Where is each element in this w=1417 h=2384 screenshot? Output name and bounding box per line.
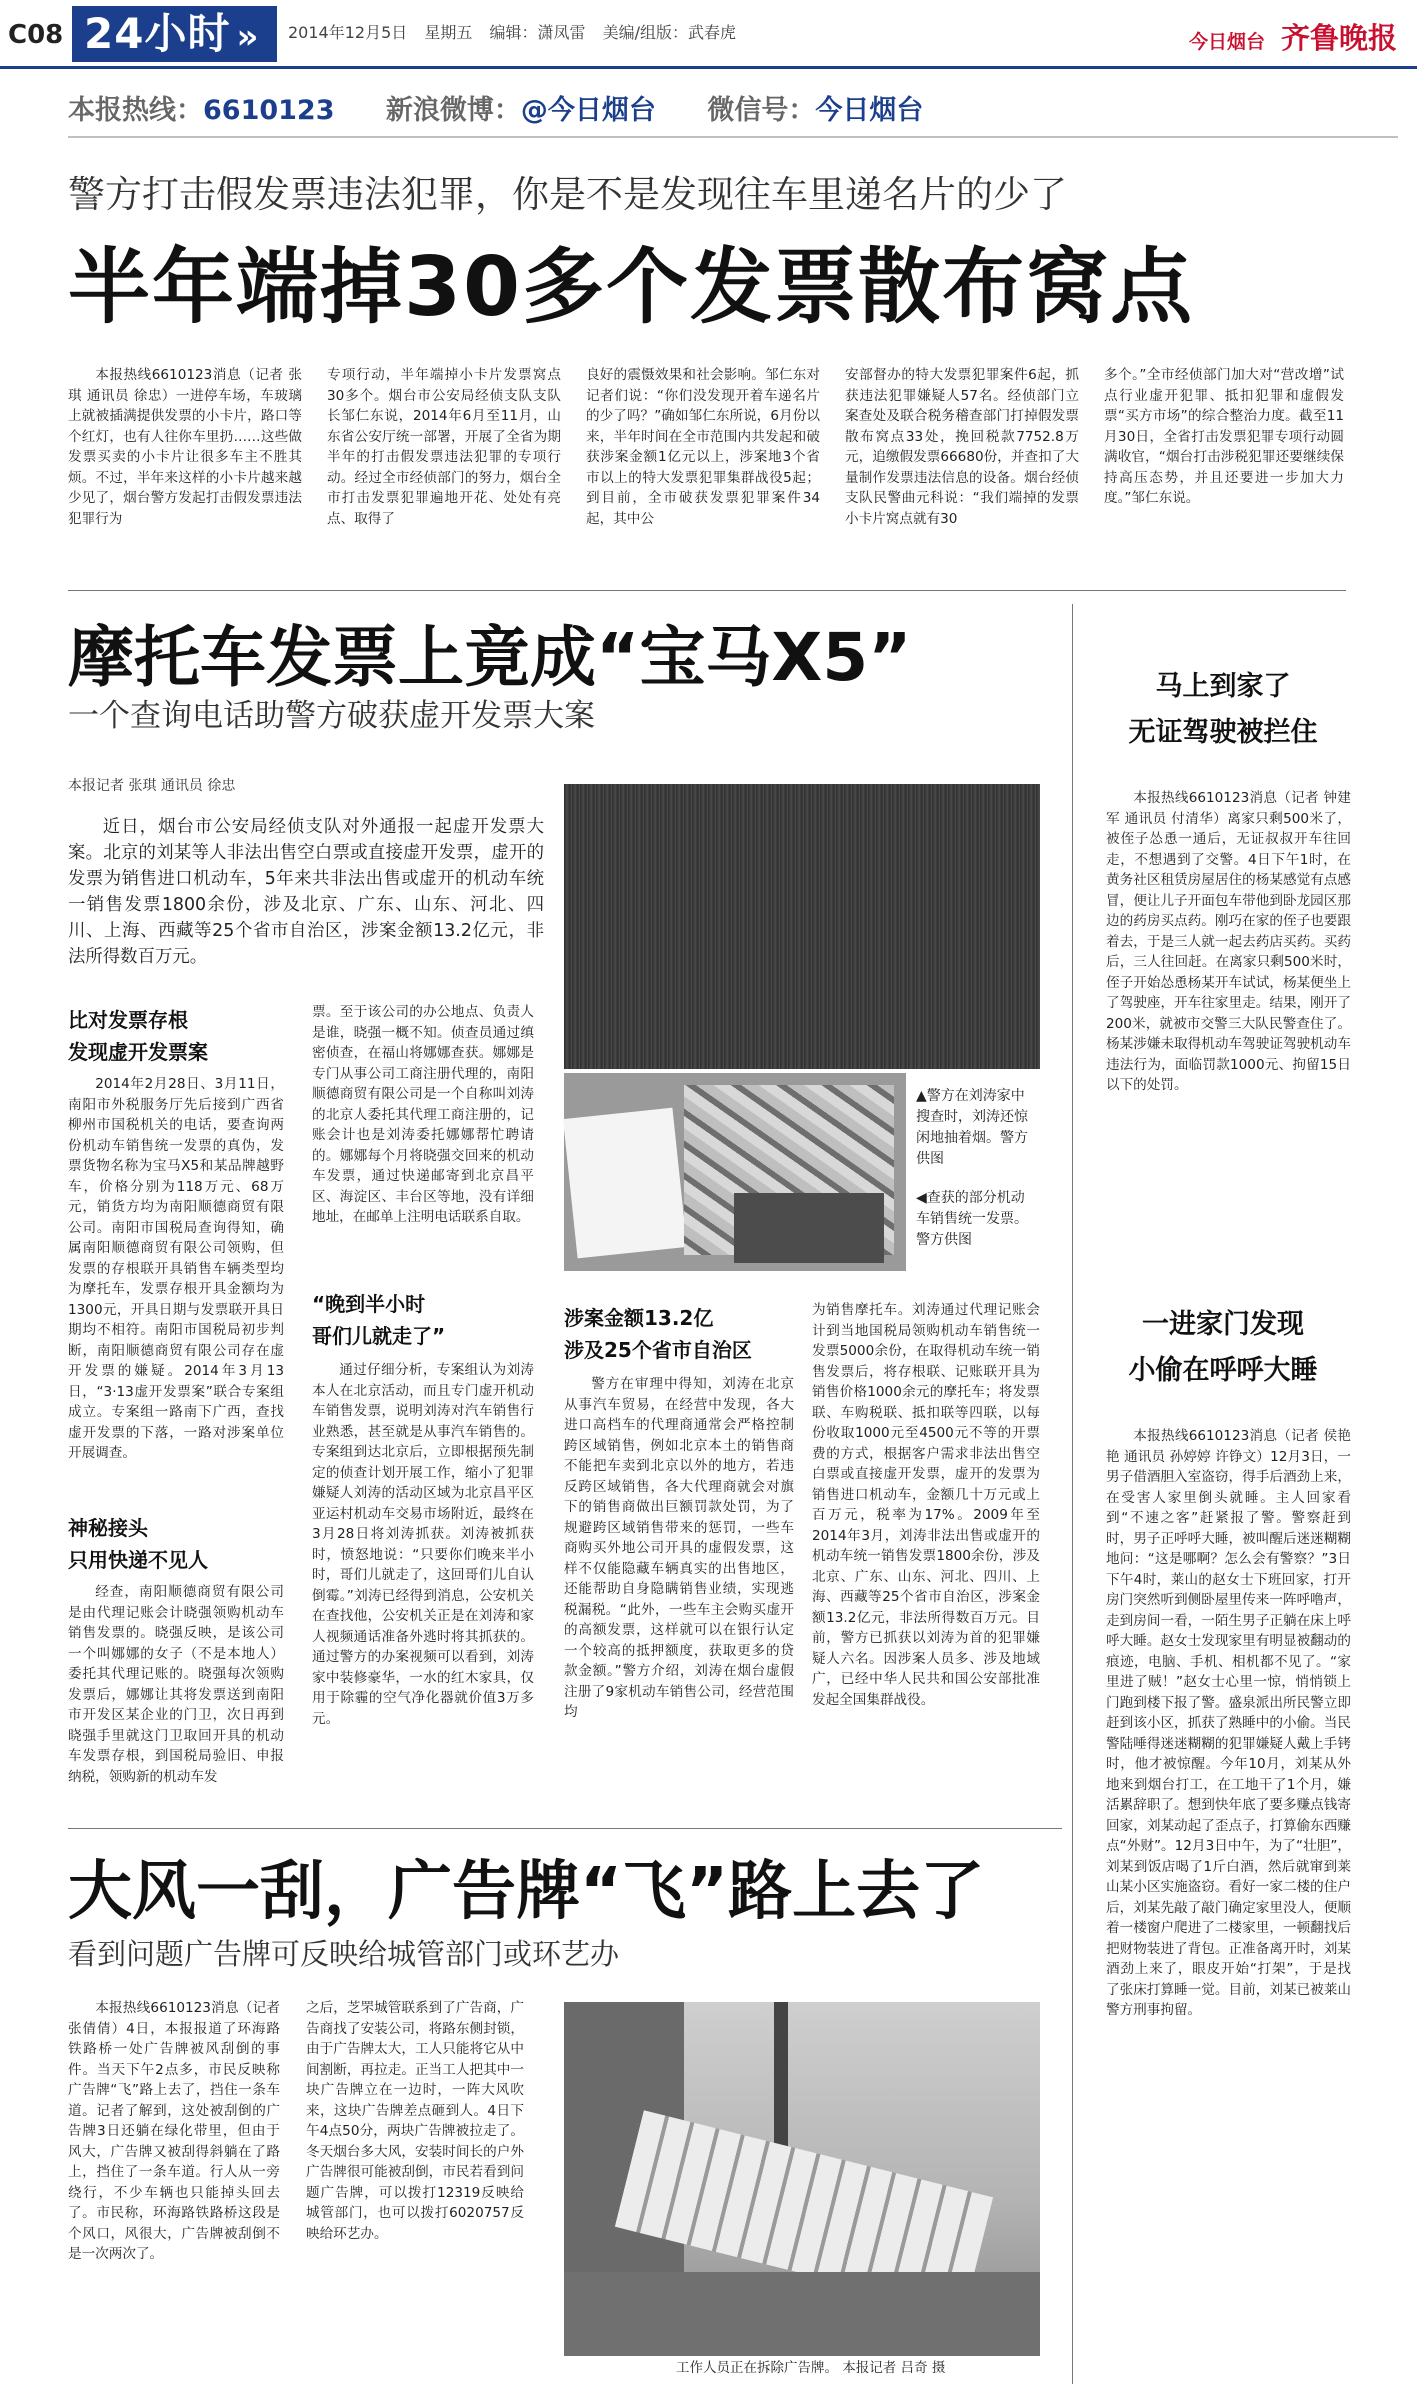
story2-sub1-line1: 比对发票存根 [68,1008,188,1032]
side1-headline [1082,664,1364,756]
section-badge [72,6,277,62]
story2-col1a-text: 2014年2月28日、3月11日，南阳市外税服务厅先后接到广西省柳州市国税机关的电话，要查询两份机动车销售统一发票的真伪，发票货物名称为宝马X5和某品牌越野车，价格分别为118万元、68万元，销货方均为南阳顺德商贸有限公司。南阳市国税局查询得知，确属南阳顺德商贸有限公司领购，但发票的存根联开具销售车辆类型均为摩托车，发票存根开具金额均为1300元，开具日期与发票联开具日期均不相符。南阳市国税局初步判断，南阳顺德商贸有限公司存在虚开发票的嫌疑。2014年3月13日，“3·13虚开发票案”联合专案组成立。专案组一路南下广西，查找虚开发票的下落，一路对涉案单位开展调查。 [68,1076,284,1461]
story2-col3 [564,1374,794,1723]
story3-col2 [306,1998,524,2244]
wechat-handle: 今日烟台 [815,95,924,126]
wechat-label: 微信号： [707,95,816,126]
story2-lead [68,814,544,970]
story2-col4 [812,1300,1040,1710]
header-divider [0,66,1417,69]
edition-name: 今日烟台 [1188,31,1265,53]
story2-sub4-line1: 涉案金额13.2亿 [564,1306,714,1330]
story1-col3 [586,365,820,529]
story2-sub2 [68,1512,284,1576]
side1-head-line1: 马上到家了 [1155,671,1291,702]
story1-col5-text: 多个。”全市经侦部门加大对“营改增”试点行业虚开犯罪、抵扣犯罪和虚假发票“买方市场”的综合整治力度。截至11月30日，全省打击发票犯罪专项行动圆满收官，“烟台打击涉税犯罪还要继续保持高压态势，并且还要进一步加大力度。”邹仁东说。 [1104,367,1344,506]
editor-credit: 编辑：潇凤雷 [489,23,586,42]
page-number: C08 [8,20,64,50]
issue-meta [288,20,748,43]
photo1-caption: ▲警方在刘涛家中搜查时，刘涛还惊闲地抽着烟。警方供图 [916,1088,1028,1167]
story2-sub3-line1: “晚到半小时 [312,1292,426,1316]
photo2-caption: ◀查获的部分机动车销售统一发票。警方供图 [916,1190,1028,1248]
weibo-handle: @今日烟台 [520,95,656,126]
side2-body [1106,1426,1351,2021]
story2-col1b [68,1582,284,1787]
story1-col1-text: 本报热线6610123消息（记者 张琪 通讯员 徐忠）一进停车场，车玻璃上就被插满提供发票的小卡片，路口等个红灯，也有人往你车里扔……这些做发票买卖的小卡片让很多车主不胜其烦。不过，半年来这样的小卡片越来越少见了，烟台警方发起打击假发票违法犯罪行为 [68,367,302,527]
hotline-label: 本报热线： [68,95,203,126]
edition-label [1189,16,1397,57]
billboard-photo [564,2002,1040,2356]
story2-col4-text: 为销售摩托车。刘涛通过代理记账会计到当地国税局领购机动车销售统一发票5000余份，在取得机动车统一销售发票后，将存根联、记账联开具为销售价格1000余元的摩托车；将发票联、车购税联、抵扣联等四联，以每份收取1000元至4500元不等的开票费的方式，根据客户需求非法出售空白票或直接虚开发票，虚开的发票为销售进口机动车，金额几十万元或上百万元，税率为17%。2009年至2014年3月，刘涛非法出售或虚开的机动车统一销售发票1800余份，涉及北京、广东、山东、河北、四川、上海、西藏等25个省市自治区，涉案金额13.2亿元，非法所得数百万元。目前，警方已抓获以刘涛为首的犯罪嫌疑人六名。因涉案人员多、涉及地域广，已经中华人民共和国公安部批准发起全国集群战役。 [812,1302,1040,1708]
story2-headline: 摩托车发票上竟成“宝马X5” [68,619,912,696]
side1-head-line2: 无证驾驶被拦住 [1128,717,1318,748]
invoices-photo [564,1073,906,1271]
story3-col2-text: 之后，芝罘城管联系到了广告商，广告商找了安装公司，将路东侧封锁，由于广告牌太大，工人只能将它从中间割断，再拉走。正当工人把其中一块广告牌立在一边时，一阵大风吹来，这块广告牌差点砸到人。4日下午4点50分，两块广告牌被拉走了。冬天烟台多大风，安装时间长的户外广告牌很可能被刮倒，市民若看到问题广告牌，可以拨打12319反映给城管部门，也可以拨打6020757反映给环艺办。 [306,2000,524,2242]
story1-col2 [327,365,561,529]
story2-byline: 本报记者 张琪 通讯员 徐忠 [68,778,236,794]
story2-sub1-line2: 发现虚开发票案 [68,1040,208,1064]
story2-sub2-line2: 只用快递不见人 [68,1548,208,1572]
story3-subhead: 看到问题广告牌可反映给城管部门或环艺办 [68,1937,620,1971]
weibo-label: 新浪微博： [385,95,521,126]
story1-col1 [68,365,302,529]
story2-col2a [312,1002,534,1228]
story1-col3-text: 良好的震慑效果和社会影响。邹仁东对记者们说：“你们没发现开着车递名片的少了吗？”确如邹仁东所说，6月份以来，半年时间在全市范围内共发起和破获涉案金额1亿元以上，涉案地3个省市以上的特大发票犯罪集群战役5起；到目前，全市破获发票犯罪案件34起，其中公 [586,367,820,527]
story3-col1-text: 本报热线6610123消息（记者 张倩倩）4日，本报报道了环海路铁路桥一处广告牌被风刮倒的事件。当天下午2点多，市民反映称广告牌“飞”路上去了，挡住一条车道。记者了解到，这处被刮倒的广告牌3日还躺在绿化带里，但由于风大，广告牌又被刮得斜躺在了路上，挡住了一条车道。行人从一旁绕行，不少车辆也只能掉头回去了。市民称，环海路铁路桥这段是个风口，风很大，广告牌被刮倒不是一次两次了。 [68,2000,280,2262]
story2-col3-text: 警方在审理中得知，刘涛在北京从事汽车贸易，在经营中发现，各大进口高档车的代理商通常会严格控制跨区域销售，例如北京本土的销售商不能把车卖到北京以外的地方，若违反跨区域销售，各大代理商就会对旗下的销售商做出巨额罚款处罚，为了规避跨区域销售带来的惩罚，一些车商购买外地公司开具的虚假发票，这样不仅能隐藏车辆真实的出售地区，还能帮助自身隐瞒销售业绩，实现逃税漏税。“此外，一些车主会购买虚开的高额发票，这样就可以在银行认定一个较高的抵押额度，获取更多的贷款金额。”警方介绍，刘涛在烟台虚假注册了9家机动车销售公司，经营范围均 [564,1376,794,1720]
hotline-divider [68,136,1398,138]
story2-sub3 [312,1288,534,1352]
story2-col2a-text: 票。至于该公司的办公地点、负责人是谁，晓强一概不知。侦查员通过缜密侦查，在福山将娜娜查获。娜娜是专门从事公司工商注册代理的，南阳顺德商贸有限公司是一个自称叫刘涛的北京人委托其代理工商注册的，记账会计也是刘涛委托娜娜帮忙聘请的。娜娜每个月将晓强交回来的机动车发票，通过快递邮寄到北京昌平区、海淀区、丰台区等地，没有详细地址，在邮单上注明电话联系自取。 [312,1004,534,1225]
hotline-number: 6610123 [203,95,335,126]
sidebar-divider [1072,604,1073,2384]
issue-date: 2014年12月5日 [288,23,408,42]
story1-col5 [1104,365,1344,509]
side1-body-text: 本报热线6610123消息（记者 钟建军 通讯员 付清华）离家只剩500米了，被侄子怂恿一通后，无证叔叔开车往回走，不想遇到了交警。4日下午1时，在黄务社区租赁房屋居住的杨某感觉有点感冒，便让儿子开面包车带他到卧龙园区那边的药房买点药。刚巧在家的侄子也要跟着去，于是三人就一起去药店买药。买药后，三人往回赶。在离家只剩500米时，侄子开始怂恿杨某开车试试，杨某便坐上了驾驶座，开车往家里走。结果，刚开了200米，就被市交警三大队民警查住了。杨某涉嫌未取得机动车驾驶证驾驶机动车违法行为，面临罚款1000元、拘留15日以下的处罚。 [1106,790,1351,1093]
story2-sub4 [564,1302,794,1366]
section-title: 24小时 [84,9,231,58]
story2-sub3-line2: 哥们儿就走了” [312,1324,446,1348]
hotline-bar [68,88,923,127]
story2-col2b [312,1360,534,1729]
suspect-photo [564,784,1040,1069]
story1-headline: 半年端掉30多个发票散布窝点 [68,240,1195,335]
billboard-caption: 工作人员正在拆除广告牌。 本报记者 吕奇 摄 [676,2360,946,2376]
story2-col2b-text: 通过仔细分析，专案组认为刘涛本人在北京活动，而且专门虚开机动车销售发票，说明刘涛对汽车销售行业熟悉，甚至就是从事汽车销售的。专案组到达北京后，立即根据预先制定的侦查计划开展工作，缩小了犯罪嫌疑人刘涛的活动区域为北京昌平区亚运村机动车交易市场附近，最终在3月28日将刘涛抓获。刘涛被抓获时，愤怒地说：“只要你们晚来半小时，哥们儿就走了，这回哥们儿自认倒霉。”刘涛已经得到消息，公安机关在查找他，公安机关正是在刘涛和家人视频通话准备外逃时将其抓获的。通过警方的办案视频可以看到，刘涛家中装修豪华，一水的红木家具，仅用于除霾的空气净化器就价值3万多元。 [312,1362,534,1727]
double-chevron-icon: » [236,17,260,57]
story2-col1a [68,1074,284,1464]
side1-body [1106,788,1351,1096]
issue-weekday: 星期五 [424,23,473,42]
story3-headline: 大风一刮，广告牌“飞”路上去了 [68,1855,985,1929]
story1-col2-text: 专项行动，半年端掉小卡片发票窝点30多个。烟台市公安局经侦支队支队长邹仁东说，2014年6月至11月，山东省公安厅统一部署，开展了全省为期半年的打击假发票违法犯罪的专项行动。经过全市经侦部门的努力，烟台全市打击发票犯罪遍地开花、处处有亮点、取得了 [327,367,561,527]
side2-body-text: 本报热线6610123消息（记者 侯艳艳 通讯员 孙婷婷 许铮文）12月3日，一男子借酒胆入室盗窃，得手后酒劲上来，在受害人家里倒头就睡。主人回家看到“不速之客”赶紧报了警。警察赶到时，男子正呼呼大睡，被叫醒后迷迷糊糊地问：“这是哪啊？怎么会有警察？”3日下午4时，莱山的赵女士下班回家，打开房门突然听到侧卧屋里传来一阵呼噜声，走到房间一看，一陌生男子正躺在床上呼呼大睡。赵女士发现家里有明显被翻动的痕迹，电脑、手机、相机都不见了。“家里进了贼！”赵女士心里一惊，悄悄锁上门跑到楼下报了警。盛泉派出所民警立即赶到该小区，抓获了熟睡中的小偷。当民警陆唾得迷迷糊糊的犯罪嫌疑人戴上手铐时，他才被惊醒。今年10月，刘某从外地来到烟台打工，在工地干了1个月，嫌活累辞职了。想到快年底了要多赚点钱寄回家，刘某动起了歪点子，打算偷东西赚点“外财”。12月3日中午，为了“壮胆”，刘某到饭店喝了1斤白酒，然后就窜到莱山某小区实施盗窃。看好一家二楼的住户后，刘某先敲了敲门确定家里没人，便顺着一楼窗户爬进了二楼家里，一顿翻找后把财物装进了背包。正准备离开时，刘某酒劲上来了，眼皮开始“打架”，于是找了张床打算睡一觉。目前，刘某已被莱山警方刑事拘留。 [1106,1428,1351,2018]
paper-logo: 齐鲁晚报 [1280,21,1397,55]
story3-col1 [68,1998,280,2265]
design-credit: 美编/组版：武春虎 [602,23,736,42]
story1-kicker: 警方打击假发票违法犯罪，你是不是发现往车里递名片的少了 [68,173,1067,216]
story1-col4 [845,365,1079,529]
story3-divider [68,1828,1062,1829]
section-divider [68,590,1346,591]
story2-lead-text: 近日，烟台市公安局经侦支队对外通报一起虚开发票大案。北京的刘某等人非法出售空白票或直接虚开发票，虚开的发票为销售进口机动车，5年来共非法出售或虚开的机动车统一销售发票1800余份，涉及北京、广东、山东、河北、四川、上海、西藏等25个省市自治区，涉案金额13.2亿元，非法所得数百万元。 [68,817,544,967]
story2-sub1 [68,1004,284,1068]
story2-sub2-line1: 神秘接头 [68,1516,148,1540]
story2-col1b-text: 经查，南阳顺德商贸有限公司是由代理记账会计晓强领购机动车销售发票的。晓强反映，是该公司一个叫娜娜的女子（不是本地人）委托其代理记账的。晓强每次领购发票后，娜娜让其将发票送到南阳市开发区某企业的门卫，次日再到晓强手里就这门卫取回开具的机动车发票存根，到国税局验旧、申报纳税，领购新的机动车发 [68,1584,284,1785]
side2-headline [1082,1302,1364,1394]
side2-head-line2: 小偷在呼呼大睡 [1128,1355,1318,1386]
story2-subhead: 一个查询电话助警方破获虚开发票大案 [68,698,595,734]
story2-sub4-line2: 涉及25个省市自治区 [564,1338,752,1362]
side2-head-line1: 一进家门发现 [1142,1309,1304,1340]
story1-col4-text: 安部督办的特大发票犯罪案件6起，抓获违法犯罪嫌疑人57名。经侦部门立案查处及联合税务稽查部门打掉假发票散布窝点33处，挽回税款7752.8万元，追缴假发票66680份，并查扣了大量制作发票违法信息的设备。烟台经侦支队民警曲元科说：“我们端掉的发票小卡片窝点就有30 [845,367,1079,527]
